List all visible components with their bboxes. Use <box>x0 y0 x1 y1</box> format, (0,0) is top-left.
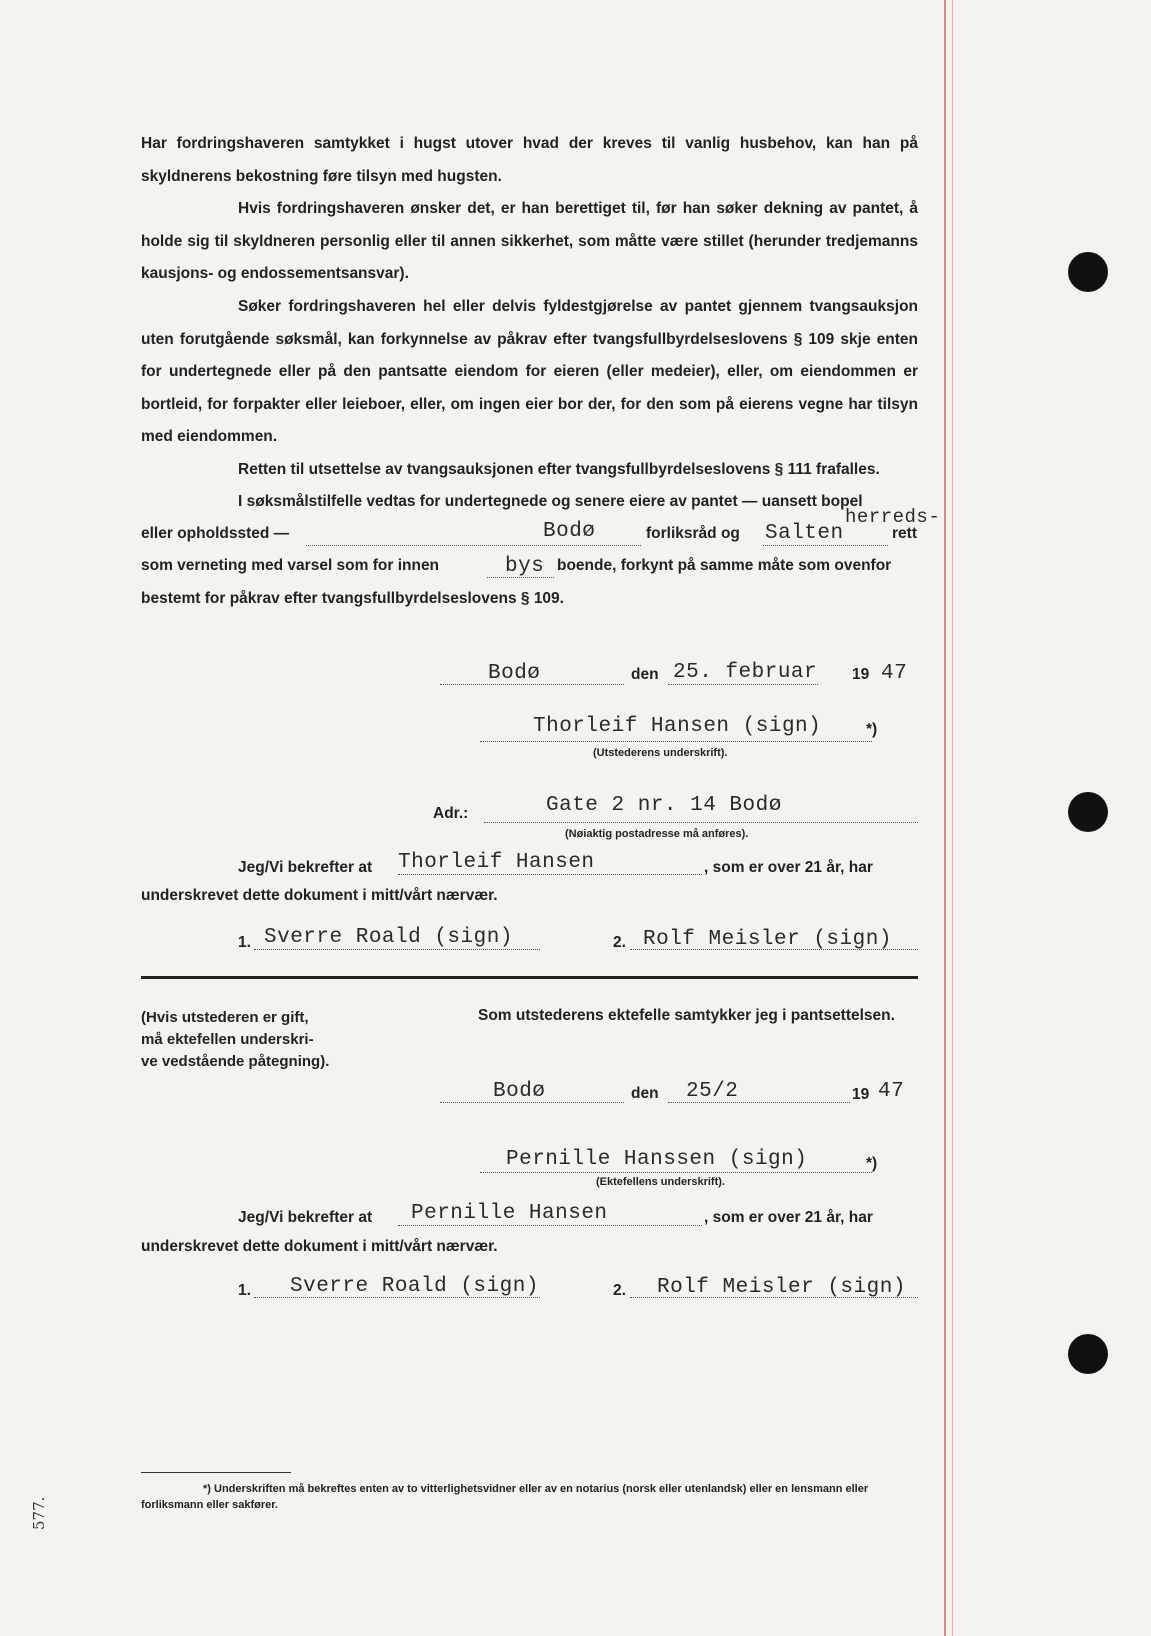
spouse-note-line-3: ve vedstående påtegning). <box>141 1053 330 1070</box>
issuer-signature-caption: (Utstederens underskrift). <box>593 747 728 759</box>
venue-line-3-prefix: som verneting med varsel som for innen <box>141 557 440 574</box>
venue-line-3-suffix: boende, forkynt på samme måte som ovenfor <box>557 557 892 574</box>
venue-mid: forliksråd og <box>646 525 740 542</box>
spouse-consent: Som utstederens ektefelle samtykker jeg i pantsettelsen. <box>478 1007 895 1024</box>
issuer-date-line <box>668 684 818 685</box>
punch-hole-top <box>1068 252 1108 292</box>
punch-hole-bottom <box>1068 1334 1108 1374</box>
footnote: *) Underskriften må bekreftes enten av to vitterlighetsvidner eller av en notarius (norsk eller utenlandsk) eller en lensmann eller forliksmann eller sakfører. <box>141 1483 869 1511</box>
address-caption: (Nøiaktig postadresse må anføres). <box>565 828 749 840</box>
venue-line-4: bestemt for påkrav efter tvangsfullbyrdelseslovens § 109. <box>141 590 564 607</box>
spouse-witness-2: Rolf Meisler (sign) <box>657 1276 906 1299</box>
issuer-den: den <box>631 666 659 683</box>
issuer-witness-2-number: 2. <box>613 934 626 951</box>
spouse-year-prefix: 19 <box>852 1086 870 1103</box>
issuer-witness-prefix: Jeg/Vi bekrefter at <box>238 859 373 876</box>
spouse-witness-2-number: 2. <box>613 1282 626 1299</box>
paragraph-utsettelse: Retten til utsettelse av tvangsauksjonen efter tvangsfullbyrdelseslovens § 111 frafalles. <box>238 461 880 478</box>
venue-court: Salten <box>765 522 844 545</box>
issuer-signature: Thorleif Hansen (sign) <box>533 715 822 738</box>
venue-court-superscript: herreds- <box>845 506 941 528</box>
venue-place-line <box>306 545 641 546</box>
issuer-year-prefix: 19 <box>852 666 870 683</box>
issuer-witness-name-line <box>398 874 702 875</box>
address-value: Gate 2 nr. 14 Bodø <box>546 794 782 817</box>
spouse-den: den <box>631 1085 659 1102</box>
spouse-note-line-1: (Hvis utstederen er gift, <box>141 1009 309 1026</box>
issuer-year: 47 <box>881 662 908 685</box>
spouse-signature: Pernille Hanssen (sign) <box>506 1148 808 1171</box>
spouse-witness-line-2: underskrevet dette dokument i mitt/vårt nærvær. <box>141 1238 498 1255</box>
paragraph-tvangsauksjon: Søker fordringshaveren hel eller delvis fyldestgjørelse av pantet gjennem tvangsauksjon uten forutgående søksmål, kan forkynnelse av påkrav efter tvangsfullbyrdelseslovens § 109 skje enten for undertegnede eller på den pantsatte eiendom for eieren (eller medeier), eller, om eiendommen er bortleid, for forpakter eller leieboer, eller, om ingen eier bor der, for den som på eierens vegne har tilsyn med eiendommen. <box>141 298 918 445</box>
spouse-signature-line <box>480 1172 872 1173</box>
spouse-witness-prefix: Jeg/Vi bekrefter at <box>238 1209 373 1226</box>
section-divider <box>141 976 918 979</box>
margin-annotation: 577. <box>30 1496 48 1530</box>
issuer-witness-2: Rolf Meisler (sign) <box>643 928 892 951</box>
issuer-witness-1-line <box>254 949 540 950</box>
spouse-note-line-2: må ektefellen underskri- <box>141 1031 314 1048</box>
spouse-witness-1-number: 1. <box>238 1282 251 1299</box>
issuer-signature-star: *) <box>866 721 878 738</box>
footnote-rule <box>141 1472 291 1473</box>
spouse-witness-1: Sverre Roald (sign) <box>290 1275 539 1298</box>
issuer-place: Bodø <box>488 662 541 685</box>
venue-bys: bys <box>505 555 545 578</box>
issuer-witness-1-number: 1. <box>238 934 251 951</box>
venue-suffix: rett <box>892 525 917 542</box>
address-line <box>484 822 918 823</box>
spouse-date: 25/2 <box>686 1080 739 1103</box>
spouse-place: Bodø <box>493 1080 546 1103</box>
issuer-witness-line-2: underskrevet dette dokument i mitt/vårt nærvær. <box>141 887 498 904</box>
venue-prefix: eller opholdssted — <box>141 525 290 542</box>
punch-hole-middle <box>1068 792 1108 832</box>
margin-line <box>944 0 946 1636</box>
venue-line-1: I søksmålstilfelle vedtas for undertegnede og senere eiere av pantet — uansett bopel <box>238 493 863 510</box>
spouse-witness-suffix: , som er over 21 år, har <box>704 1209 873 1226</box>
venue-court-line <box>763 545 888 546</box>
margin-line-secondary <box>952 0 953 1636</box>
issuer-witness-name: Thorleif Hansen <box>398 851 595 874</box>
spouse-year: 47 <box>878 1080 905 1103</box>
issuer-date: 25. februar <box>673 661 818 684</box>
paragraph-personal-liability: Hvis fordringshaveren ønsker det, er han berettiget til, før han søker dekning av pantet, å holde sig til skyldneren personlig eller til annen sikkerhet, som måtte være stillet (herunder tredjemanns kausjons- og endossementsansvar). <box>141 200 918 282</box>
issuer-signature-line <box>480 741 872 742</box>
spouse-signature-caption: (Ektefellens underskrift). <box>596 1176 725 1188</box>
paragraph-hugst: Har fordringshaveren samtykket i hugst utover hvad der kreves til vanlig husbehov, kan han på skyldnerens bekostning føre tilsyn med hugsten. <box>141 135 918 185</box>
spouse-witness-name: Pernille Hansen <box>411 1202 608 1225</box>
venue-place: Bodø <box>543 520 596 543</box>
issuer-witness-suffix: , som er over 21 år, har <box>704 859 873 876</box>
address-label: Adr.: <box>433 805 469 822</box>
spouse-note <box>141 1007 351 1073</box>
issuer-witness-1: Sverre Roald (sign) <box>264 926 513 949</box>
spouse-witness-name-line <box>398 1225 702 1226</box>
spouse-signature-star: *) <box>866 1155 878 1172</box>
